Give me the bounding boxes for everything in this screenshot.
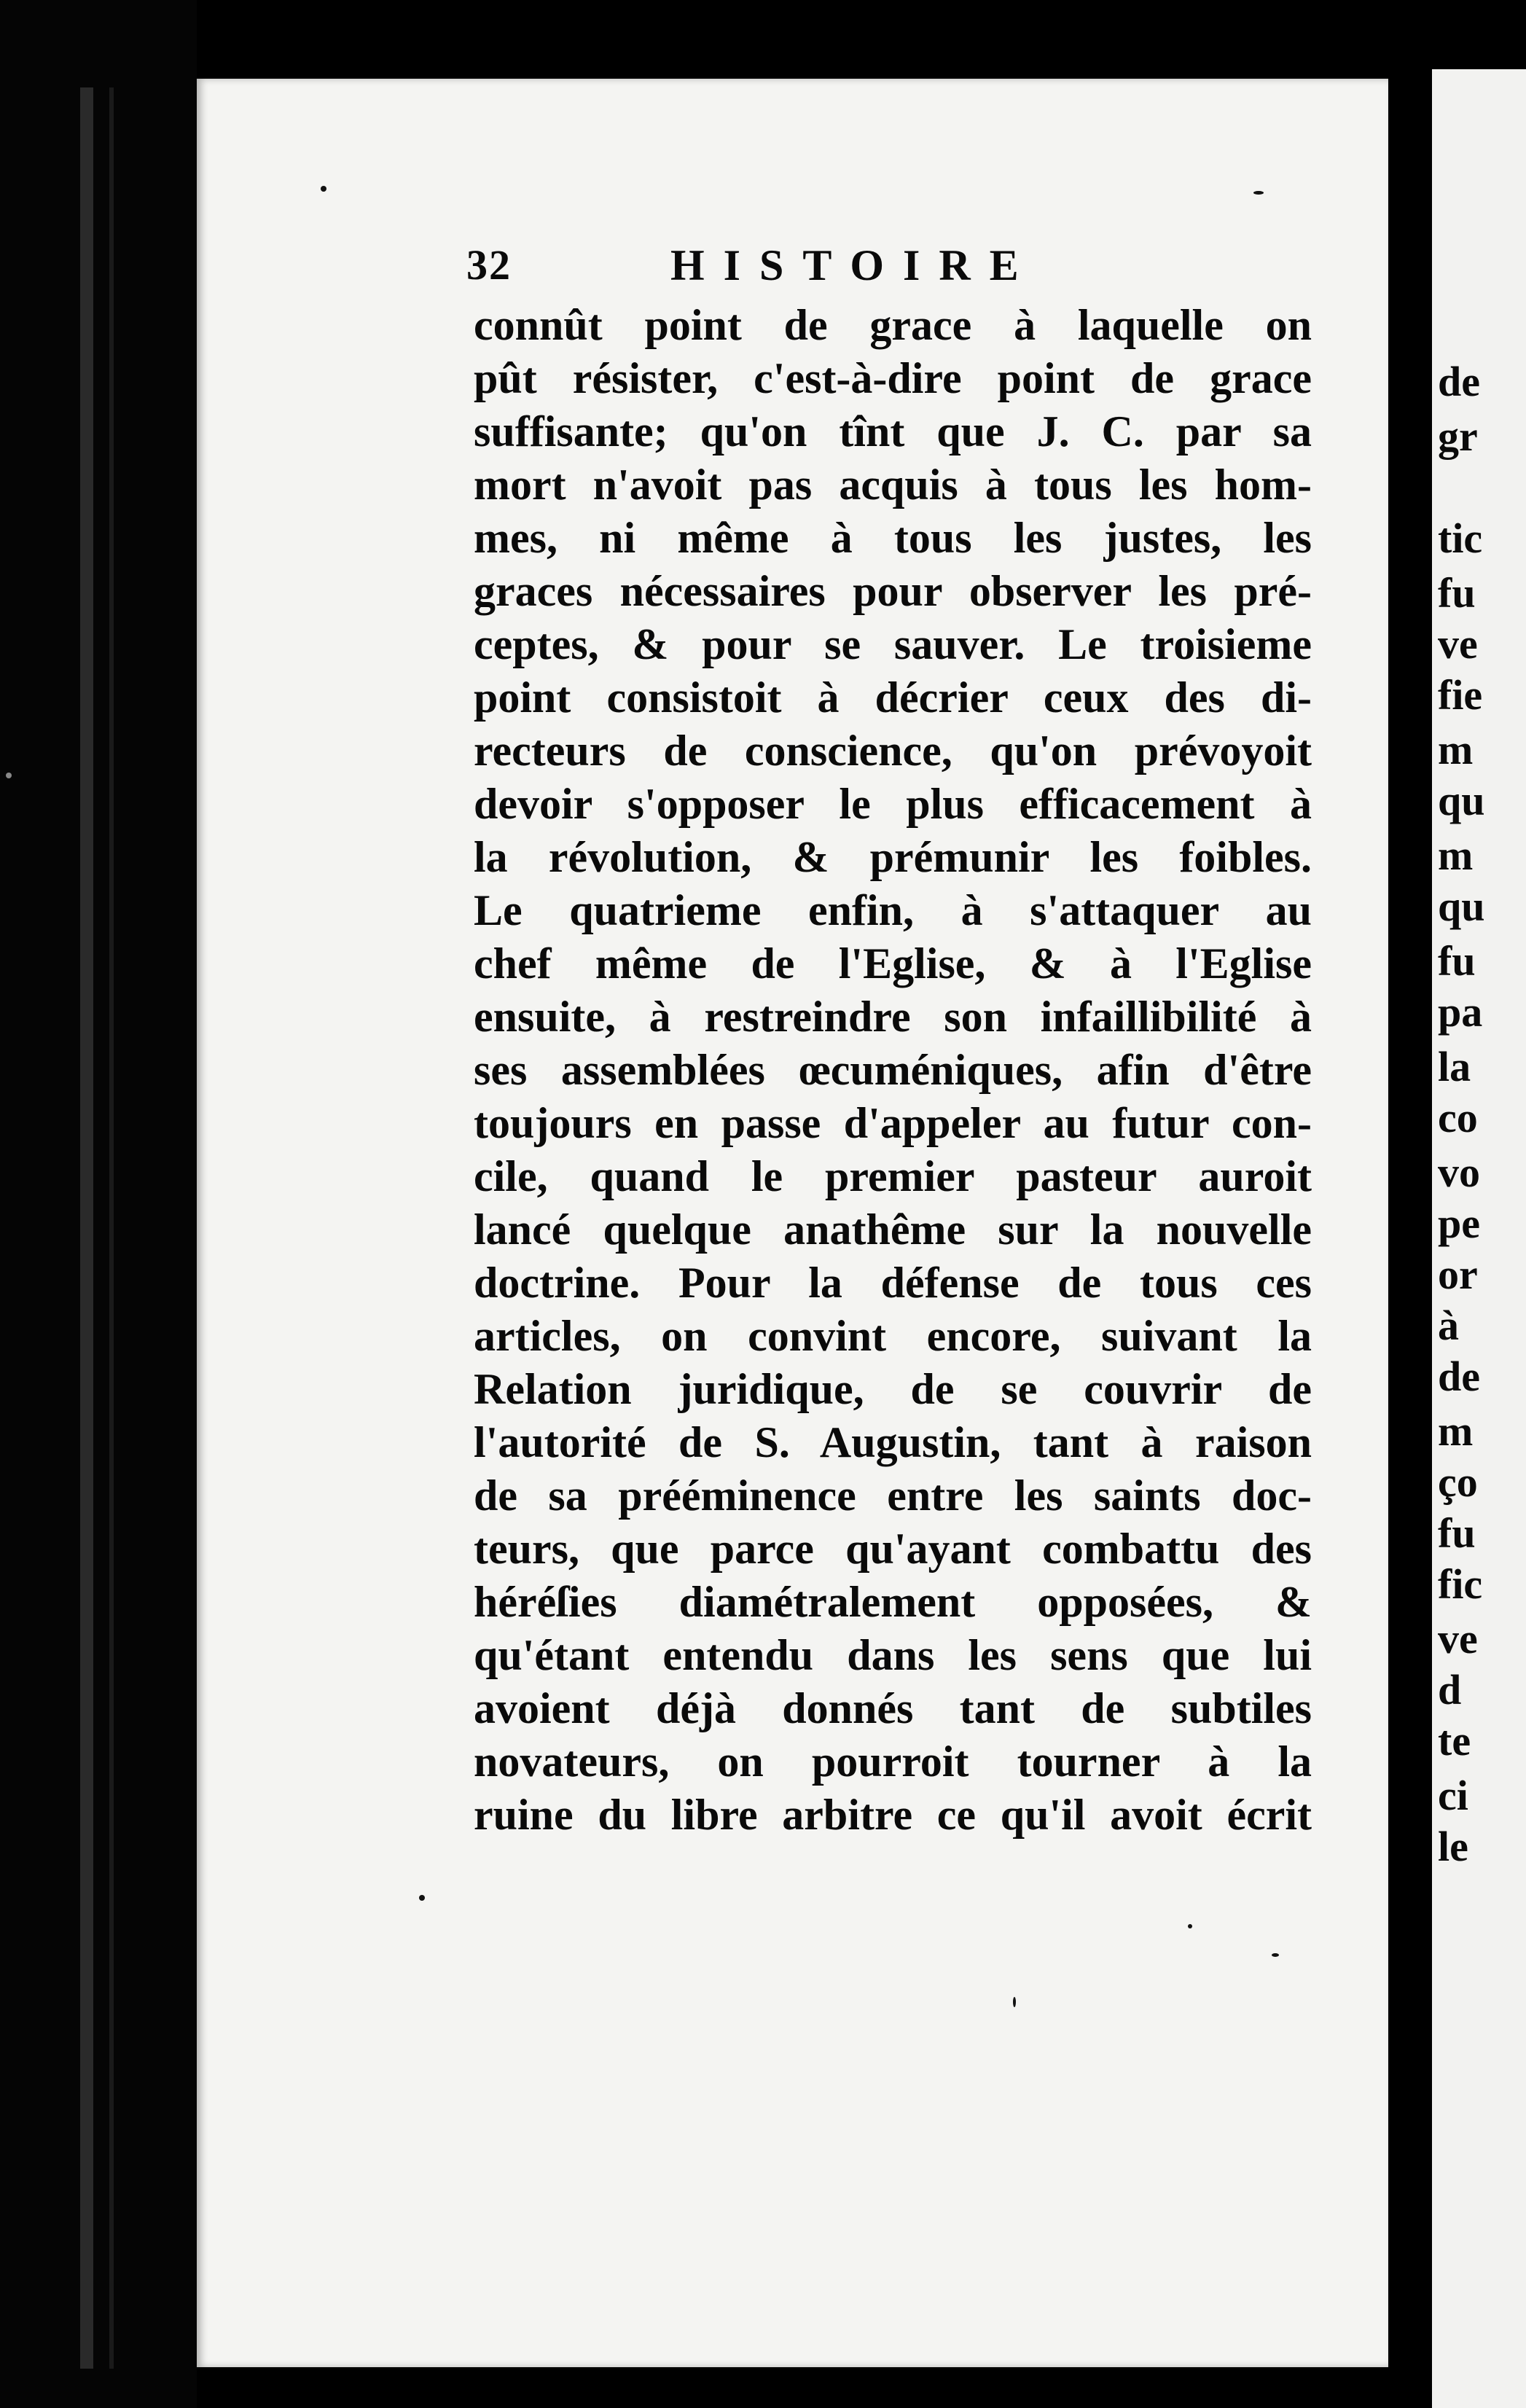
page-header <box>277 241 1312 306</box>
facing-page-text-fragment: de <box>1438 1353 1480 1400</box>
facing-page-text-fragment: fie <box>1438 671 1483 719</box>
text-line: suffisante; qu'on tînt que J. C. par sa <box>474 407 1312 456</box>
text-line: ceptes, & pour se sauver. Le troisieme <box>474 620 1312 668</box>
binding-edge <box>80 87 93 2369</box>
page-number: 32 <box>466 241 512 289</box>
text-line: pût résister, c'est-à-dire point de grace <box>474 354 1312 402</box>
text-line: articles, on convint encore, suivant la <box>474 1312 1312 1360</box>
text-line: devoir s'opposer le plus efficacement à <box>474 780 1312 828</box>
text-line: Relation juridique, de se couvrir de <box>474 1365 1312 1413</box>
text-line: héréſies diamétralement opposées, & <box>474 1578 1312 1626</box>
facing-page-text-fragment: qu <box>1438 883 1485 930</box>
facing-page-text-fragment: le <box>1438 1823 1468 1870</box>
facing-page-text-fragment: tic <box>1438 515 1483 562</box>
facing-page-text-fragment: pe <box>1438 1200 1480 1247</box>
facing-page-text-fragment: or <box>1438 1251 1478 1298</box>
ink-speck <box>6 773 12 778</box>
text-line: qu'étant entendu dans les sens que lui <box>474 1631 1312 1679</box>
facing-page-text-fragment: fu <box>1438 569 1476 617</box>
text-line: chef même de l'Eglise, & à l'Eglise <box>474 939 1312 988</box>
text-line: novateurs, on pourroit tourner à la <box>474 1737 1312 1786</box>
facing-page-text-fragment: fu <box>1438 937 1476 985</box>
ink-speck <box>1188 1924 1192 1928</box>
text-line: ruine du libre arbitre ce qu'il avoit écrit <box>474 1791 1312 1839</box>
text-line: cile, quand le premier pasteur auroit <box>474 1152 1312 1200</box>
facing-page-text-fragment: pa <box>1438 988 1483 1036</box>
facing-page-text-fragment: la <box>1438 1043 1471 1090</box>
facing-page-text-fragment: ci <box>1438 1772 1468 1819</box>
ink-speck <box>321 186 326 192</box>
facing-page-text-fragment: fic <box>1438 1560 1483 1608</box>
text-line: ses assemblées œcuméniques, afin d'être <box>474 1046 1312 1094</box>
facing-page-text-fragment: ço <box>1438 1458 1478 1506</box>
text-line: recteurs de conscience, qu'on prévoyoit <box>474 727 1312 775</box>
ink-speck <box>1272 1953 1279 1957</box>
facing-page-text-fragment: d <box>1438 1666 1462 1713</box>
facing-page-text-fragment: à <box>1438 1302 1459 1349</box>
text-line: avoient déjà donnés tant de subtiles <box>474 1684 1312 1732</box>
text-line: toujours en passe d'appeler au futur con- <box>474 1099 1312 1147</box>
facing-page-text-fragment: gr <box>1438 413 1478 460</box>
facing-page-text-fragment: m <box>1438 1407 1474 1455</box>
text-line: mort n'avoit pas acquis à tous les hom- <box>474 461 1312 509</box>
ink-speck <box>419 1895 425 1901</box>
text-line: teurs, que parce qu'ayant combattu des <box>474 1525 1312 1573</box>
book-binding <box>0 0 197 2408</box>
facing-page-text-fragment: qu <box>1438 777 1485 824</box>
body-text <box>474 299 1312 1842</box>
text-line: connût point de grace à laquelle on <box>474 301 1312 349</box>
facing-page-text-fragment: de <box>1438 358 1480 405</box>
facing-page-text-fragment: m <box>1438 726 1474 773</box>
text-line: ensuite, à restreindre son infaillibilité à <box>474 993 1312 1041</box>
text-line: point consistoit à décrier ceux des di- <box>474 673 1312 722</box>
text-line: graces nécessaires pour observer les pré- <box>474 567 1312 615</box>
page-gutter <box>1388 0 1432 2408</box>
facing-page-edge <box>1432 69 1526 2408</box>
facing-page-text-fragment: m <box>1438 832 1474 879</box>
text-line: l'autorité de S. Augustin, tant à raison <box>474 1418 1312 1466</box>
facing-page-text-fragment: te <box>1438 1717 1471 1764</box>
facing-page-text-fragment: vo <box>1438 1149 1480 1196</box>
text-line: de sa prééminence entre les saints doc- <box>474 1471 1312 1520</box>
text-line: mes, ni même à tous les justes, les <box>474 514 1312 562</box>
facing-page-text-fragment: ve <box>1438 620 1478 668</box>
text-line: doctrine. Pour la défense de tous ces <box>474 1259 1312 1307</box>
ink-speck <box>1013 1997 1016 2007</box>
facing-page-text-fragment: co <box>1438 1094 1478 1141</box>
facing-page-text-fragment: ve <box>1438 1615 1478 1662</box>
binding-edge-inner <box>109 87 114 2369</box>
ink-speck <box>1253 191 1264 195</box>
facing-page-text-fragment: fu <box>1438 1509 1476 1557</box>
text-line: la révolution, & prémunir les foibles. <box>474 833 1312 881</box>
text-line: lancé quelque anathême sur la nouvelle <box>474 1205 1312 1254</box>
running-title: HISTOIRE <box>670 241 1038 289</box>
text-line: Le quatrieme enfin, à s'attaquer au <box>474 886 1312 934</box>
